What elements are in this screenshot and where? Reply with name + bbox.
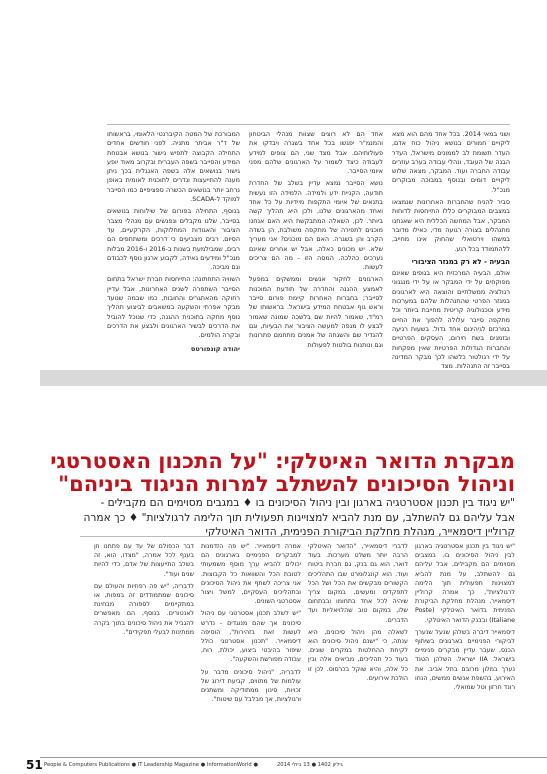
paragraph: השוויה התחתונה: התייחסות חברת ישראל בתחום הסייבר השתפרה לשנים האחרונות, אבל עדיין רחוקה מהאתגרים והחובות, כמו שבמה שנועד מבקר אפרתי והשקעה במשאבים לביצוע תהליך נוסף מחקה בתוכנית ההגנה, כדי שנוכל להוביל את הדרכים לבשיר הארגונים ולבצע את הדרכים ובקרה הולמים.: [107, 275, 240, 340]
paragraph: דיסמאייר דיברה בשלהן שנעל שנערך לביקורי הפנימיים בארגונים בשיתוף הכנס, שעבר עדיין מבקרים פנימיים בישראל. IIA ישראל. השלהן הטנד נערך במלון מרובם בתל אביב. את האירוע, בהשפת אנשים ממשים, הנחו רונד חרזון וטל שמואלי.: [415, 628, 515, 692]
paragraph: "יש ניגוד בין תכנון אסטרטגיה בארגון לבין ניהול הסיכונים בו. במצבים מסוימים הם מקבילים, אבל עליהם גם להשתלב, על מנת להביא למצוינות תפעולית תוך הלימה לרגולציות", כך אמרה קרוליין דיסמאייר, מנהלת מחלקת הביקורת הפנימית בדואר האיטלקי (Poste Italiane) ובבנק הדואר האיטלקי.: [415, 543, 515, 624]
paragraph: לשאלה מהן ניהול סיכונים, היא ענתה, כי "ישנם ניהול סיכונים הוא לקיחת ההחלטות במקרים שונים. בעוד כל תהליכים, מביאים אלה ובין כל אלה, והיא שוקל בכרסוס. לכן זו הולכת אירועים.: [308, 628, 408, 682]
paragraph: "יש לשלב תכנון אסטרטגי עם ניהול סיכונים אך שהם מנוגדים - נדרש לעשות זאת בזהירות", הוסיפה דיסמאייר. "תכנון אסטרטגי כולל שיפור בהיבטי ביצוע, יכולת, רוח, עבודה מפורשת והשקעה".: [201, 610, 301, 664]
paragraph: אולם, הבעיה המרכזית היא בגופים שאינם מפוקחים על ידי המבקר או על ידי מנגנוני רגולציה ממשלתיים והוצאה היא לארגונים במגזר הפרטי שהתנהלות שלהם במערכות מידע וטכנולוגיה קריטית מחייבת ביותר וכל מתקפה סייבר עלולה להפוך את החיים במרכזם לגיהינום אחד גדול. בשעות רגיעה ובזמנים בשת חירום, העסקים הפרטיים והחברות הגדולות הפרטיות שאין מפקחות על ידי רגולטור כלשהו לכך מבקר המדינה בסייבר זה התנהלות. מצד: [392, 269, 510, 371]
top-divider: [107, 124, 510, 125]
section-column-2: [308, 542, 408, 737]
article-column-right: [392, 130, 510, 371]
article-column-left: [107, 130, 240, 362]
author-byline: יהודה קונפורטס: [190, 344, 240, 353]
paragraph: דבר הכפולם של עד עם פתחנו וזן בענף לכל אמרה, "מצדו, הוא, זה בשלב התייעצות של אדם, כדי להיות שנים ועוד".: [94, 543, 194, 578]
section-column-4: [94, 542, 194, 737]
paragraph: לדברי דיסמאייר, "הדואר האיטלקי הרבה יותר משלט מערכות. בעוד דואר, הוא גם בנק, גם חברת ביטוח ועוד. הוא קונגלומרט שבו התהליכים הקשורים מבקשים את הכל ושל הכל לתפקדים ומעשים, במקום צריך שיהיה לכל אחד בתחומו ובבתחום שלו, במקום טוב שהלויאליות ועד הדברים.: [308, 543, 408, 624]
footer-issue: גיליון 1402 ● 13 ביולי 2014: [277, 762, 343, 768]
page-number: 51: [26, 758, 43, 772]
paragraph: אמרה דיסמאייר. "יש פה הזדמנות למבקרים הפנימיים בארגונים הם יכולים להביא ערך מוסף משמעותי לטובת הכל והשוואות כל הקבוצות. אני צריכה לשתף את ניהול הסיכונים ובתהליכים העסקיים, למשל ויצור אסטרטגי השונים.: [201, 543, 301, 606]
paragraph: ושני במאי 2014. בכל אחד מהם הוא מצא ליקויים חמורים בנושא ניהול כוח אדם, העדר תשומת לב לממונים מישראל, העדר הבנה של העובד, ונהלי עבודה בערב עוזרים עבודה החברה ועוד. המבקר, מצאה שלוש ליקויים דומים ובנוסף במבוכה מבוקרים מנכ"ל.: [392, 130, 510, 194]
paragraph: נושא הסייבר נמצא עדיין בשלב של החדרת תודעה, הקניית ידע ולמידה. הלמידה הזו נעשית בתנאים של איומי התקפות מיידיות על כל אחד ואחד מהארגונים שלנו, ולכן היא תהליך קשה ביותר. לכן, השאלה המתבקשת היא האם אנחנו מוכנים לתפירה של מתקפה משולבת, הן בשדה הקרב והן בשגרה. האם הם מוכנים? אני מעריך שלא. יש מכונים כאלה, אבל יש אחרים שאינם נערכים כהלכה. המסה הזו - מה הם צריכים לעשות.: [249, 179, 383, 272]
subheading: הבעיה - לא רק במגזר הציבורי: [411, 257, 510, 266]
section-column-3: [201, 542, 301, 737]
paragraph: אחד הם לא רוצים שצוות מנהלי הביטחון והמנמ"ר יפגשו בכל אחד בשגרה ויבדקו את פעולותיהם. אבל מצד שני, הם צופים למידע לעבודה כיצד לשמור על הארגונים שלהם מפני איומי הסייבר.: [249, 130, 383, 176]
headline-line-1: מבקרת הדואר האיטלקי: "על התכנון האסטרטגי: [50, 449, 515, 473]
section-separator-band: [40, 370, 547, 386]
paragraph: לדבריה, "יש פה רפוזיות והעולם עם סיכונים שמתמודדים זה במפות, או במתקיימים לספורה מבחינת לאנטורים. בנוסף, הם מאפשרים להגביל את ניהול סיכונים בתוך בקרה ממתינות לבעלי תפקידים".: [94, 582, 194, 636]
lead-divider: [80, 536, 515, 537]
page-footer: [26, 758, 526, 774]
lead-paragraph: "יש ניגוד בין תכנון אסטרטגיה בארגון ובין ניהול הסיכונים בו ♦ במגבים מסוימים הם מקבילים - אבל עליהם גם להשתלב, עם מנת להביא למצויינות תפעולית תוך הלימה לרגולציות" ♦ כך אמרה קרוליין דיסמאייר, מנהלת מחלקת הביקורת הפנימית, הדואר האיטלקי: [83, 497, 515, 538]
article-column-middle: [249, 130, 383, 362]
paragraph: הארגונים לחקור אנשים וממשקים במפעל לאמצע ההגנה והחדרה של תודעת המוכנות לסייבר; בחברות האחרות קיימת פורום סייבר וראש גוף אבטחת המידע בישראל. בראשותו של רמ"ד, שאמור להיות שם בלשכה שמונה שאמור לבצע לו מגפה למעשה הציבור את הבעיות, וגם להגדיר שם והשגחה של אמנים מתחמם פתרונות וגם ונותנות בולטות לפעולות: [249, 275, 383, 349]
headline-line-2: וניהול הסיכונים להשתלב למרות הניגוד ביניהם": [58, 472, 515, 496]
footer-divider: [40, 757, 547, 758]
footer-publications: People & Computers Publications ● IT Leadership Magazine ● InformationWorld ●: [44, 762, 258, 768]
paragraph: המבורכת של המטה הקיברנטי הלאומי, בראשותו של ד"ר אביתר מתניה. לפני חודשים אחדים התחילה הקבוצה לתפיש גישור בנושא אבטחת המידע והסייבר בשפה העברית ובקרוב מאוד יופע גישור בנושאים אלה בשפה האנגלית בכך ניתן מענה להתייעצות ונדרים לתוכנית לאומית באופן נרחב יותר בנושאים הכשרה ספציפיים כמו הסייבר למוקד ל-SCADA.: [107, 130, 240, 204]
paragraph: סביר להניח שהחברות האחרונות שנמצאו במצבים המבוקרים כללו התייחסות לדוחות המבקר, אבל המחשה הכללית היא שאנחנו מתנהלים בצורה רגועה מדי, כאילו מדובר במשהו וירטואלי שהחוק אינו מחייב, ללהתמודד בכל רגע.: [392, 198, 510, 253]
section-headline: [50, 449, 515, 496]
paragraph: לדבריה, "ניהול סיכונים מדבר על עולמות של מתווים, קביעת דירוג של זכויות, סינון ממתודיקה ומשתנים ורגולציות, אך מבלבל עם שיטות".: [201, 668, 301, 704]
paragraph: בנוסף, התחילה בפורום של שילוחות בנושאים בסייבר, שלנו מקבלים ונפגשים עם מנהלי מצבר הציבור והאגודות המחלוקות, הקרקעיים, עד הסיום, רבים מצביעים כי דרכים ומשתתפים הם רבים, שמבילמעת בשנות ב-2016 ו-2016 מבלות מנכ"ל ומידעים גאידה, לקבוע ארגון נוסף לכבודם וגם מביכה.: [107, 207, 240, 272]
section-column-1: [415, 542, 515, 737]
